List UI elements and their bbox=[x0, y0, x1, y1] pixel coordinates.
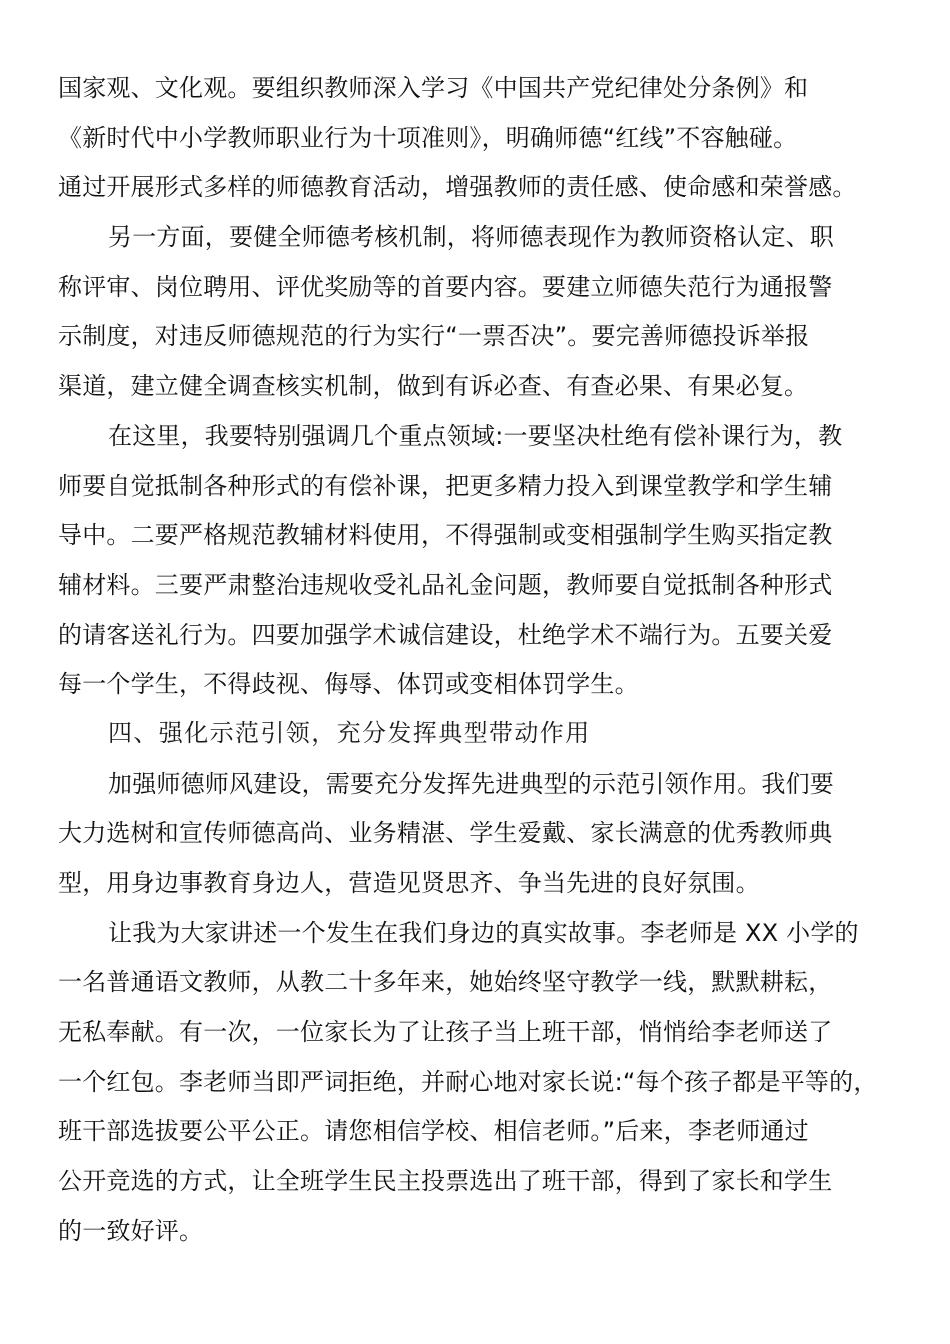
paragraph-line: 通过开展形式多样的师德教育活动，增强教师的责任感、使命感和荣誉感。 bbox=[58, 173, 857, 201]
paragraph-line: 一名普通语文教师，从教二十多年来，她始终坚守教学一线，默默耕耘， bbox=[58, 968, 833, 996]
paragraph-line: 师要自觉抵制各种形式的有偿补课，把更多精力投入到课堂教学和学生辅 bbox=[58, 472, 833, 500]
paragraph-line: 另一方面，要健全师德考核机制，将师德表现作为教师资格认定、职 bbox=[108, 223, 834, 251]
paragraph-line: 让我为大家讲述一个发生在我们身边的真实故事。李老师是 XX 小学的 bbox=[108, 919, 859, 947]
paragraph-line: 称评审、岗位聘用、评优奖励等的首要内容。要建立师德失范行为通报警 bbox=[58, 273, 833, 301]
paragraph-line: 的一致好评。 bbox=[58, 1217, 204, 1245]
paragraph-line: 《新时代中小学教师职业行为十项准则》，明确师德“红线”不容触碰。 bbox=[58, 124, 798, 152]
paragraph-line: 无私奉献。有一次，一位家长为了让孩子当上班干部，悄悄给李老师送了 bbox=[58, 1018, 833, 1046]
paragraph-line: 班干部选拔要公平公正。请您相信学校、相信老师。”后来，李老师通过 bbox=[58, 1117, 809, 1145]
paragraph-line: 加强师德师风建设，需要充分发挥先进典型的示范引领作用。我们要 bbox=[108, 770, 834, 798]
section-heading: 四、强化示范引领，充分发挥典型带动作用 bbox=[108, 720, 591, 747]
paragraph-line: 的请客送礼行为。四要加强学术诚信建设，杜绝学术不端行为。五要关爱 bbox=[58, 621, 833, 649]
paragraph-line: 大力选树和宣传师德高尚、业务精湛、学生爱戴、家长满意的优秀教师典 bbox=[58, 819, 833, 847]
paragraph-line: 渠道，建立健全调查核实机制，做到有诉必查、有查必果、有果必复。 bbox=[58, 372, 809, 400]
paragraph-line: 型，用身边事教育身边人，营造见贤思齐、争当先进的良好氛围。 bbox=[58, 869, 760, 897]
paragraph-line: 一个红包。李老师当即严词拒绝，并耐心地对家长说:“每个孩子都是平等的， bbox=[58, 1068, 878, 1096]
paragraph-line: 公开竞选的方式，让全班学生民主投票选出了班干部，得到了家长和学生 bbox=[58, 1167, 833, 1195]
paragraph-line: 示制度，对违反师德规范的行为实行“一票否决”。要完善师德投诉举报 bbox=[58, 322, 810, 350]
paragraph-line: 导中。二要严格规范教辅材料使用，不得强制或变相强制学生购买指定教 bbox=[58, 521, 833, 549]
paragraph-line: 每一个学生，不得歧视、侮辱、体罚或变相体罚学生。 bbox=[58, 670, 639, 698]
paragraph-line: 辅材料。三要严肃整治违规收受礼品礼金问题，教师要自觉抵制各种形式 bbox=[58, 571, 833, 599]
paragraph-line: 国家观、文化观。要组织教师深入学习《中国共产党纪律处分条例》和 bbox=[58, 74, 809, 102]
paragraph-line: 在这里，我要特别强调几个重点领域:一要坚决杜绝有偿补课行为，教 bbox=[108, 422, 843, 450]
